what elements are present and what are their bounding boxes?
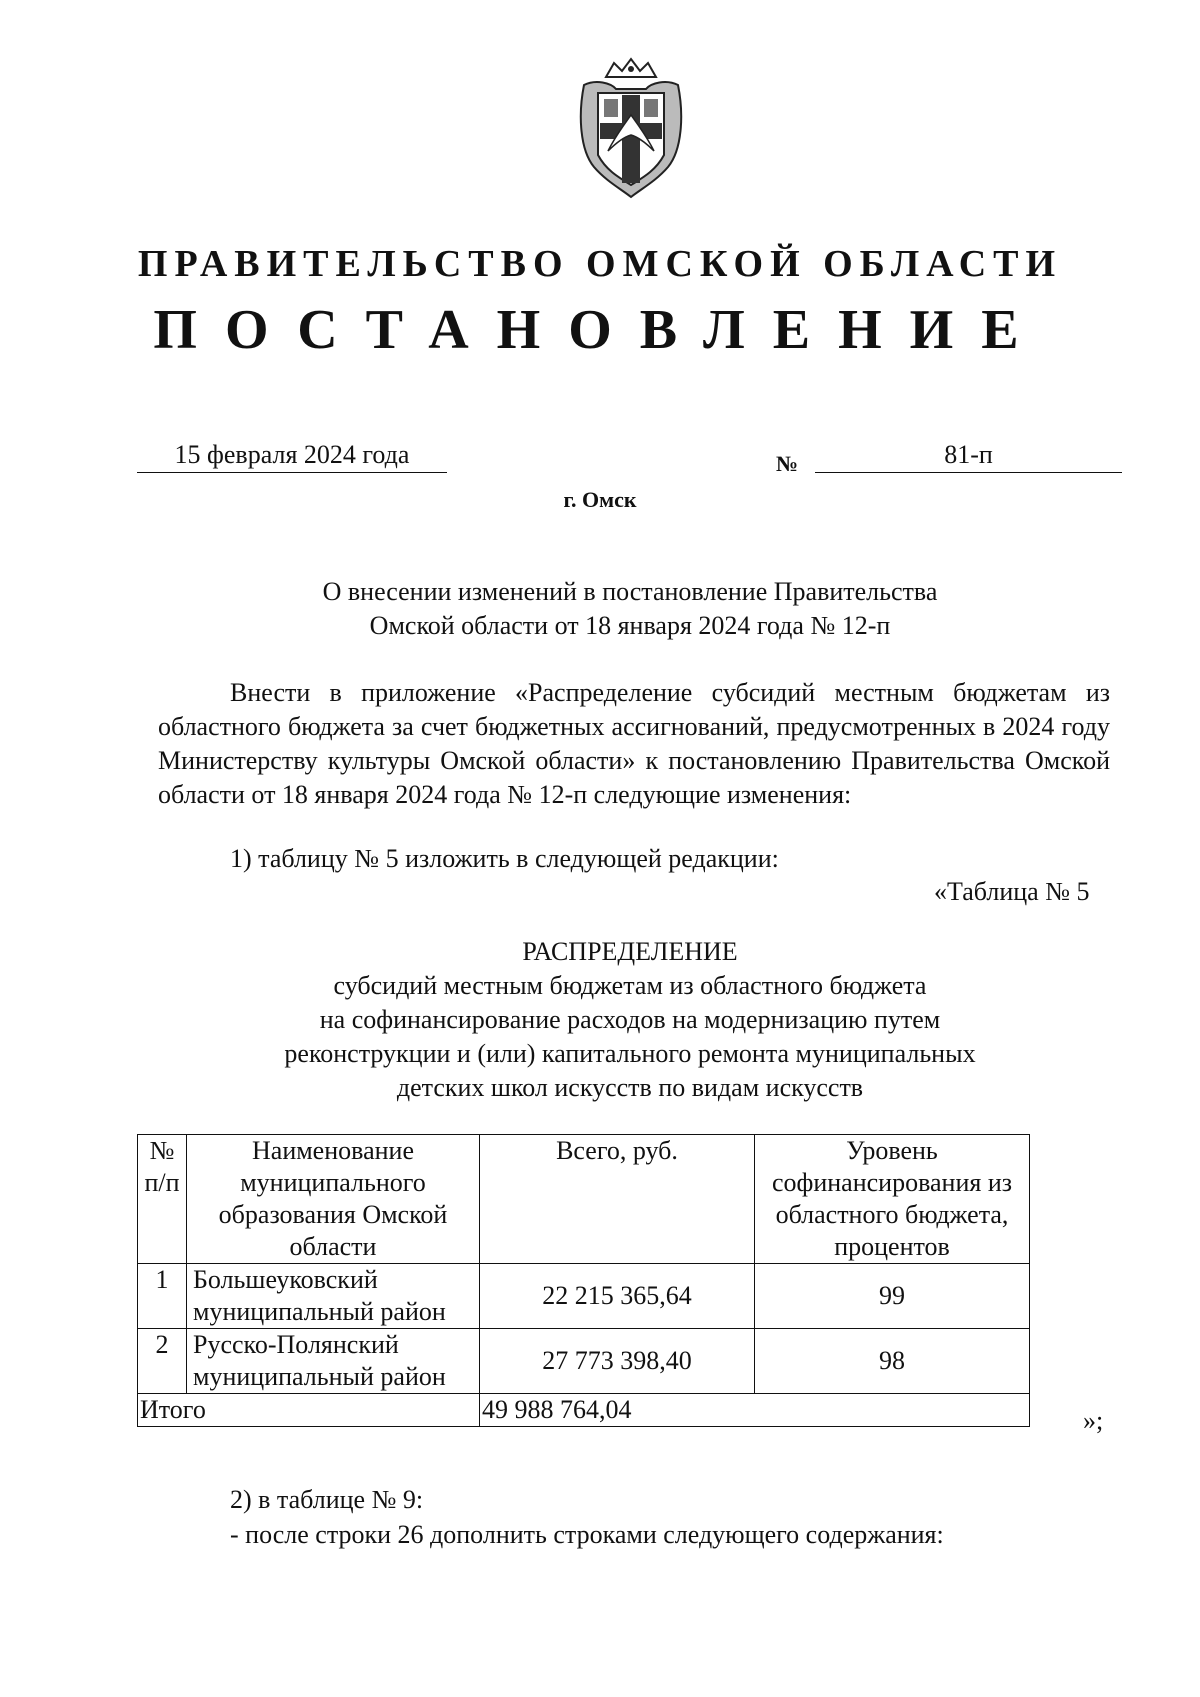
total-value: 49 988 764,04 <box>480 1394 1030 1427</box>
document-subject <box>0 575 1200 643</box>
table-row <box>138 1264 1030 1329</box>
distribution-description <box>0 969 1200 1105</box>
table-header-row <box>138 1135 1030 1264</box>
coat-of-arms-icon <box>576 55 686 200</box>
cell-total: 27 773 398,40 <box>480 1329 755 1394</box>
description-line: детских школ искусств по видам искусств <box>396 1073 864 1102</box>
table-row <box>138 1329 1030 1394</box>
cell-level: 98 <box>755 1329 1030 1394</box>
header-level: Уровень софинансирования из областного бюджета, процентов <box>755 1135 1030 1264</box>
header-total: Всего, руб. <box>480 1135 755 1264</box>
table-closing: »; <box>1083 1406 1104 1435</box>
subject-line: О внесении изменений в постановление Правительства <box>322 577 938 606</box>
cell-level: 99 <box>755 1264 1030 1329</box>
number-sign: № <box>776 451 799 476</box>
list-item: 2) в таблице № 9: <box>230 1485 424 1514</box>
cell-name: Большеуковский муниципальный район <box>187 1264 480 1329</box>
distribution-title: РАСПРЕДЕЛЕНИЕ <box>522 937 738 966</box>
document-date: 15 февраля 2024 года <box>137 440 447 473</box>
header-num: № п/п <box>138 1135 187 1264</box>
cell-total: 22 215 365,64 <box>480 1264 755 1329</box>
table-total-row <box>138 1394 1030 1427</box>
document-number: 81-п <box>815 440 1122 473</box>
cell-num: 1 <box>138 1264 187 1329</box>
cell-name: Русско-Полянский муниципальный район <box>187 1329 480 1394</box>
subject-line: Омской области от 18 января 2024 года № 12-п <box>369 611 891 640</box>
city: г. Омск <box>563 487 637 512</box>
description-line: реконструкции и (или) капитального ремонта муниципальных <box>284 1039 976 1068</box>
organization-name: ПРАВИТЕЛЬСТВО ОМСКОЙ ОБЛАСТИ <box>137 243 1063 285</box>
description-line: на софинансирование расходов на модернизацию путем <box>319 1005 941 1034</box>
list-item: - после строки 26 дополнить строками следующего содержания: <box>230 1520 944 1549</box>
table-label: «Таблица № 5 <box>934 877 1090 906</box>
description-line: субсидий местным бюджетам из областного бюджета <box>333 971 927 1000</box>
header-name: Наименование муниципального образования Омской области <box>187 1135 480 1264</box>
document-type: ПОСТАНОВЛЕНИЕ <box>153 299 1047 361</box>
body-paragraph: Внести в приложение «Распределение субсидий местным бюджетам из областного бюджета за счет бюджетных ассигнований, предусмотренных в 2024 году Министерству культуры Омской области» к постановлению Правительства Омской области от 18 января 2024 года № 12-п следующие изменения: <box>158 678 1110 809</box>
cell-num: 2 <box>138 1329 187 1394</box>
total-label: Итого <box>138 1394 480 1427</box>
list-item: 1) таблицу № 5 изложить в следующей редакции: <box>230 844 779 873</box>
distribution-table <box>137 1134 1030 1427</box>
